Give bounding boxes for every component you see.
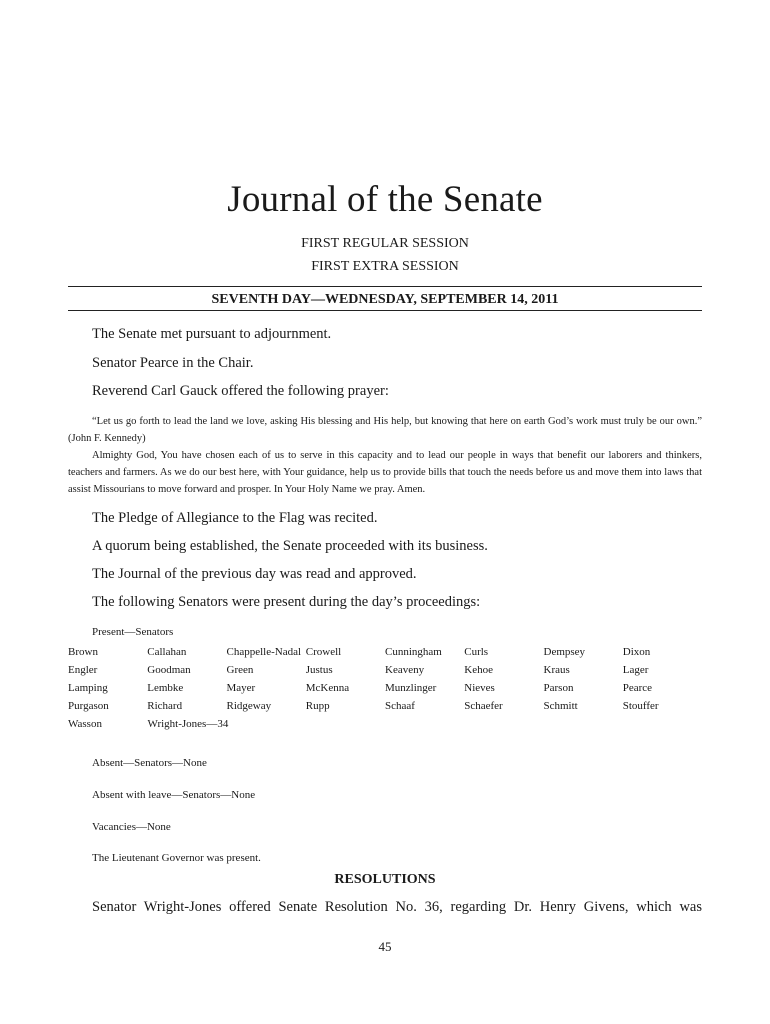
prayer-body: Almighty God, You have chosen each of us to serve in this capacity and to lead our people in ways that benefit our laborers and thinkers, teachers and farmers. As we do our best here, with Your guidance, help us to provide bills that touch the needs before us and move them into laws that assist Missourians to move forward and prosper. In Your Holy Name we pray. Amen.	[68, 450, 702, 495]
senator-name: Nieves	[464, 682, 495, 694]
senator-name: Goodman	[147, 664, 191, 676]
senator-name: Wasson	[68, 718, 102, 730]
senator-name: Richard	[147, 700, 183, 712]
lieutenant-governor-note: The Lieutenant Governor was present.	[92, 852, 261, 864]
senator-name: Brown	[68, 646, 98, 658]
journal-title: Journal of the Senate	[227, 179, 543, 220]
paragraph-pledge: The Pledge of Allegiance to the Flag was recited.	[92, 510, 378, 526]
paragraph-journal-approved: The Journal of the previous day was read and approved.	[92, 566, 417, 582]
bottom-rule	[68, 310, 702, 311]
senator-name: Ridgeway	[226, 700, 272, 712]
senator-name: Callahan	[147, 646, 187, 658]
senator-name: Dempsey	[543, 646, 586, 658]
senator-name: Dixon	[622, 646, 651, 658]
senator-row	[68, 682, 702, 700]
senator-name: Chappelle-Nadal	[226, 646, 302, 658]
senator-name: Green	[226, 664, 254, 676]
paragraph-senators-present: The following Senators were present during the day’s proceedings:	[92, 594, 481, 610]
senator-name: Munzlinger	[385, 682, 437, 694]
page-number: 45	[378, 939, 392, 954]
senator-name: Keaveny	[385, 664, 425, 676]
senator-row	[68, 664, 702, 682]
top-rule	[68, 286, 702, 287]
present-label: Present—Senators	[92, 626, 174, 638]
senator-row	[68, 718, 702, 736]
resolutions-heading: RESOLUTIONS	[334, 872, 436, 887]
absent-with-leave: Absent with leave—Senators—None	[92, 789, 256, 801]
senator-name: Mayer	[226, 682, 256, 694]
senator-name: Schmitt	[543, 700, 578, 712]
senator-name: Schaaf	[385, 700, 415, 712]
paragraph-prayer-intro: Reverend Carl Gauck offered the following prayer:	[92, 383, 389, 399]
senator-name: Lembke	[147, 682, 184, 694]
senator-name: Curls	[464, 646, 489, 658]
absent-senators: Absent—Senators—None	[92, 757, 207, 769]
senator-row	[68, 646, 702, 664]
senators-present-list	[68, 646, 702, 736]
senator-name: Kehoe	[464, 664, 493, 676]
senator-name: Cunningham	[385, 646, 442, 658]
senator-name: Schaefer	[464, 700, 503, 712]
session-line-regular: FIRST REGULAR SESSION	[301, 236, 469, 251]
paragraph-chair: Senator Pearce in the Chair.	[92, 355, 254, 371]
senator-name: Purgason	[68, 700, 109, 712]
vacancies: Vacancies—None	[92, 821, 171, 833]
senator-name: Lamping	[68, 682, 108, 694]
senator-name: Lager	[622, 664, 649, 676]
paragraph-quorum: A quorum being established, the Senate proceeded with its business.	[92, 538, 488, 554]
senator-name: McKenna	[305, 682, 350, 694]
senator-name: Engler	[68, 664, 98, 676]
senator-name: Kraus	[543, 664, 570, 676]
senator-name: Justus	[305, 664, 333, 676]
senator-row	[68, 700, 702, 718]
prayer-quote: “Let us go forth to lead the land we love, asking His blessing and His help, but knowing that here on earth God’s work must truly be our own.” (John F. Kennedy)	[68, 416, 702, 444]
session-line-extra: FIRST EXTRA SESSION	[311, 259, 459, 274]
paragraph-adjournment: The Senate met pursuant to adjournment.	[92, 326, 332, 342]
day-heading: SEVENTH DAY—WEDNESDAY, SEPTEMBER 14, 2011	[211, 292, 559, 307]
senator-name: Rupp	[305, 700, 330, 712]
senator-name: Parson	[543, 682, 574, 694]
senator-name: Wright-Jones—34	[147, 718, 229, 730]
resolution-paragraph: Senator Wright-Jones offered Senate Resolution No. 36, regarding Dr. Henry Givens, which was	[92, 899, 702, 915]
senator-name: Stouffer	[622, 700, 659, 712]
senator-name: Pearce	[622, 682, 653, 694]
senator-name: Crowell	[305, 646, 342, 658]
